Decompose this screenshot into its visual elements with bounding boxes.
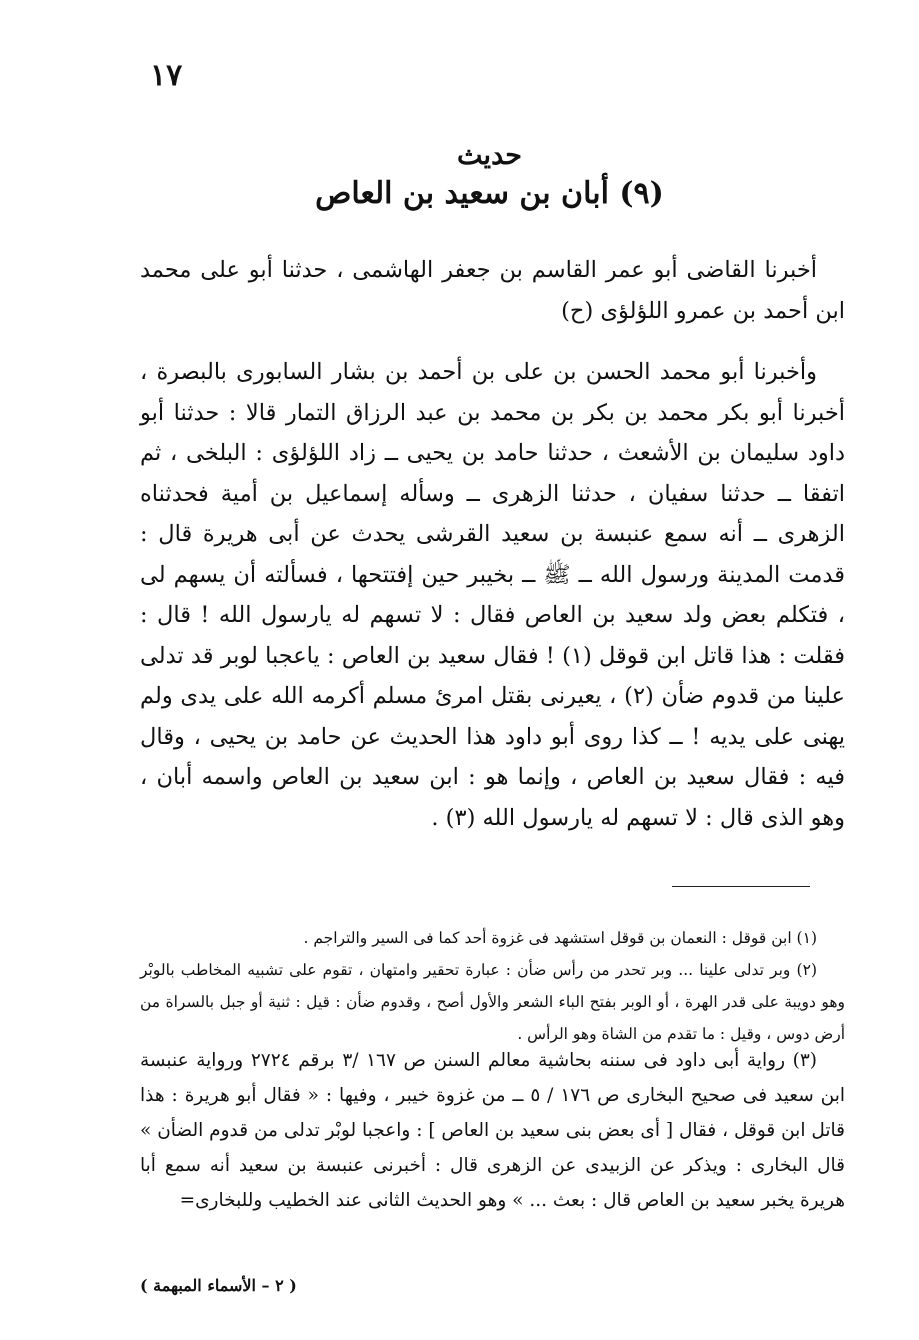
- footnote-3: (٣) رواية أبى داود فى سننه بحاشية معالم السنن ص ١٦٧ /٣ برقم ٢٧٢٤ ورواية عنبسة ابن سعيد فى صحيح البخارى ص ١٧٦ / ٥ ــ من غزوة خيبر ، وفيها : « فقال أبو هريرة : هذا قاتل ابن قوقل ، فقال [ أى بعض بنى سعيد بن العاص ] : واعجبا لوبْر تدلى من قدوم الضأن » قال البخارى : ويذكر عن الزبيدى عن الزهرى قال : أخبرنى عنبسة بن سعيد أنه سمع أبا هريرة يخبر سعيد بن العاص قال : بعث ... » وهو الحديث الثانى عند الخطيب وللبخارى=: [140, 1050, 846, 1211]
- footnote-2: (٢) وبر تدلى علينا ... وبر تحدر من رأس ضأن : عبارة تحقير وامتهان ، تقوم على تشبيه المخاطب بالوبْر وهو دويبة على قدر الهرة ، أو الوبر بفتح الباء الشعر والأول أصح ، وقدوم ضأن : قيل : ثنية أو جبل بالسراة من أرض دوس ، وقيل : ما تقدم من الشاة وهو الرأس .: [140, 961, 845, 1043]
- page-number: ١٧: [150, 58, 183, 93]
- footnote-divider: [672, 886, 810, 887]
- footnote-1: (١) ابن قوقل : النعمان بن قوقل استشهد فى غزوة أحد كما فى السير والتراجم .: [303, 929, 817, 947]
- paragraph-text: أخبرنا القاضى أبو عمر القاسم بن جعفر الهاشمى ، حدثنا أبو على محمد ابن أحمد بن عمرو اللؤلؤى (ح): [140, 257, 845, 324]
- section-title: (٩) أبان بن سعيد بن العاص: [315, 176, 664, 211]
- paragraph-isnad-1: [140, 250, 845, 331]
- section-kicker: حديث: [457, 140, 522, 171]
- page-footer-signature: ( ٢ – الأسماء المبهمة ): [140, 1276, 297, 1295]
- paragraph-isnad-2: [140, 352, 845, 838]
- paragraph-text: وأخبرنا أبو محمد الحسن بن على بن أحمد بن بشار السابورى بالبصرة ، أخبرنا أبو بكر محمد بن بكر بن محمد بن عبد الرزاق التمار قالا : حدثنا أبو داود سليمان بن الأشعث ، حدثنا حامد بن يحيى ــ زاد اللؤلؤى : البلخى ، ثم اتفقا ــ حدثنا سفيان ، حدثنا الزهرى ــ وسأله إسماعيل بن أمية فحدثناه الزهرى ــ أنه سمع عنبسة بن سعيد القرشى يحدث عن أبى هريرة قال : قدمت المدينة ورسول الله ــ ﷺ ــ بخيبر حين إفتتحها ، فسألته أن يسهم لى ، فتكلم بعض ولد سعيد بن العاص فقال : لا تسهم له يارسول الله ! قال : فقلت : هذا قاتل ابن قوقل (١) ! فقال سعيد بن العاص : ياعجبا لوبر قد تدلى علينا من قدوم ضأن (٢) ، يعيرنى بقتل امرئ مسلم أكرمه الله على يدى ولم يهنى على يديه ! ــ كذا روى أبو داود هذا الحديث عن حامد بن يحيى ، وقال فيه : فقال سعيد بن العاص ، وإنما هو : ابن سعيد بن العاص واسمه أبان ، وهو الذى قال : لا تسهم له يارسول الله (٣) .: [140, 359, 846, 831]
- footnotes-small: [140, 922, 845, 1050]
- footnotes-large: [140, 1043, 845, 1218]
